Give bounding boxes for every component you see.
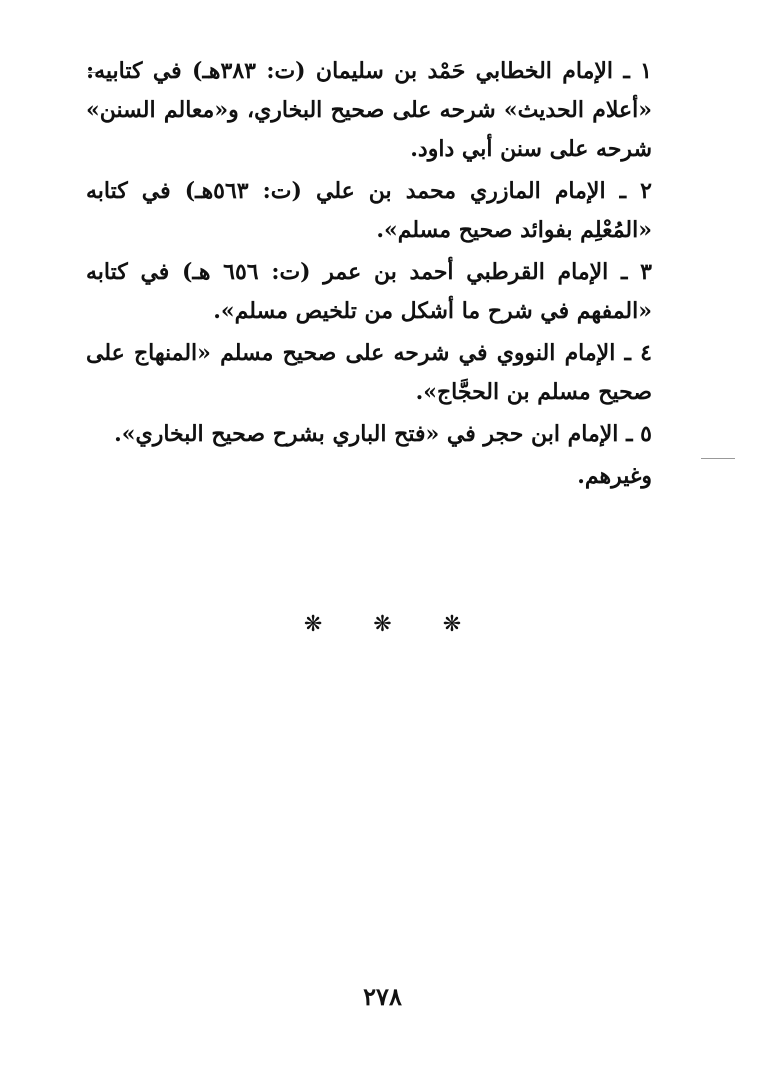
list-item-5: ٥ ـ الإمام ابن حجر في «فتح الباري بشرح صحيح البخاري». [114, 421, 652, 447]
list-item-1: ١ ـ الإمام الخطابي حَمْد بن سليمان (ت: ٣٨٣هـ) في كتابيه: «أعلام الحديث» شرحه على صحيح البخاري، و«معالم السنن» شرحه على سنن أبي داود. [86, 58, 652, 162]
list-item-3: ٣ ـ الإمام القرطبي أحمد بن عمر (ت: ٦٥٦ هـ) في كتابه «المفهم في شرح ما أشكل من تلخيص مسلم». [86, 259, 652, 324]
page-number: ٢٧٨ [363, 982, 402, 1011]
closing-text: وغيرهم. [577, 463, 652, 489]
list-item-4: ٤ ـ الإمام النووي في شرحه على صحيح مسلم «المنهاج على صحيح مسلم بن الحجَّاج». [86, 340, 652, 405]
body-text [86, 52, 652, 496]
section-separator: ❋ ❋ ❋ [303, 612, 484, 637]
margin-line [701, 458, 735, 459]
list-item-2: ٢ ـ الإمام المازري محمد بن علي (ت: ٥٦٣هـ) في كتابه «المُعْلِم بفوائد صحيح مسلم». [86, 178, 652, 243]
